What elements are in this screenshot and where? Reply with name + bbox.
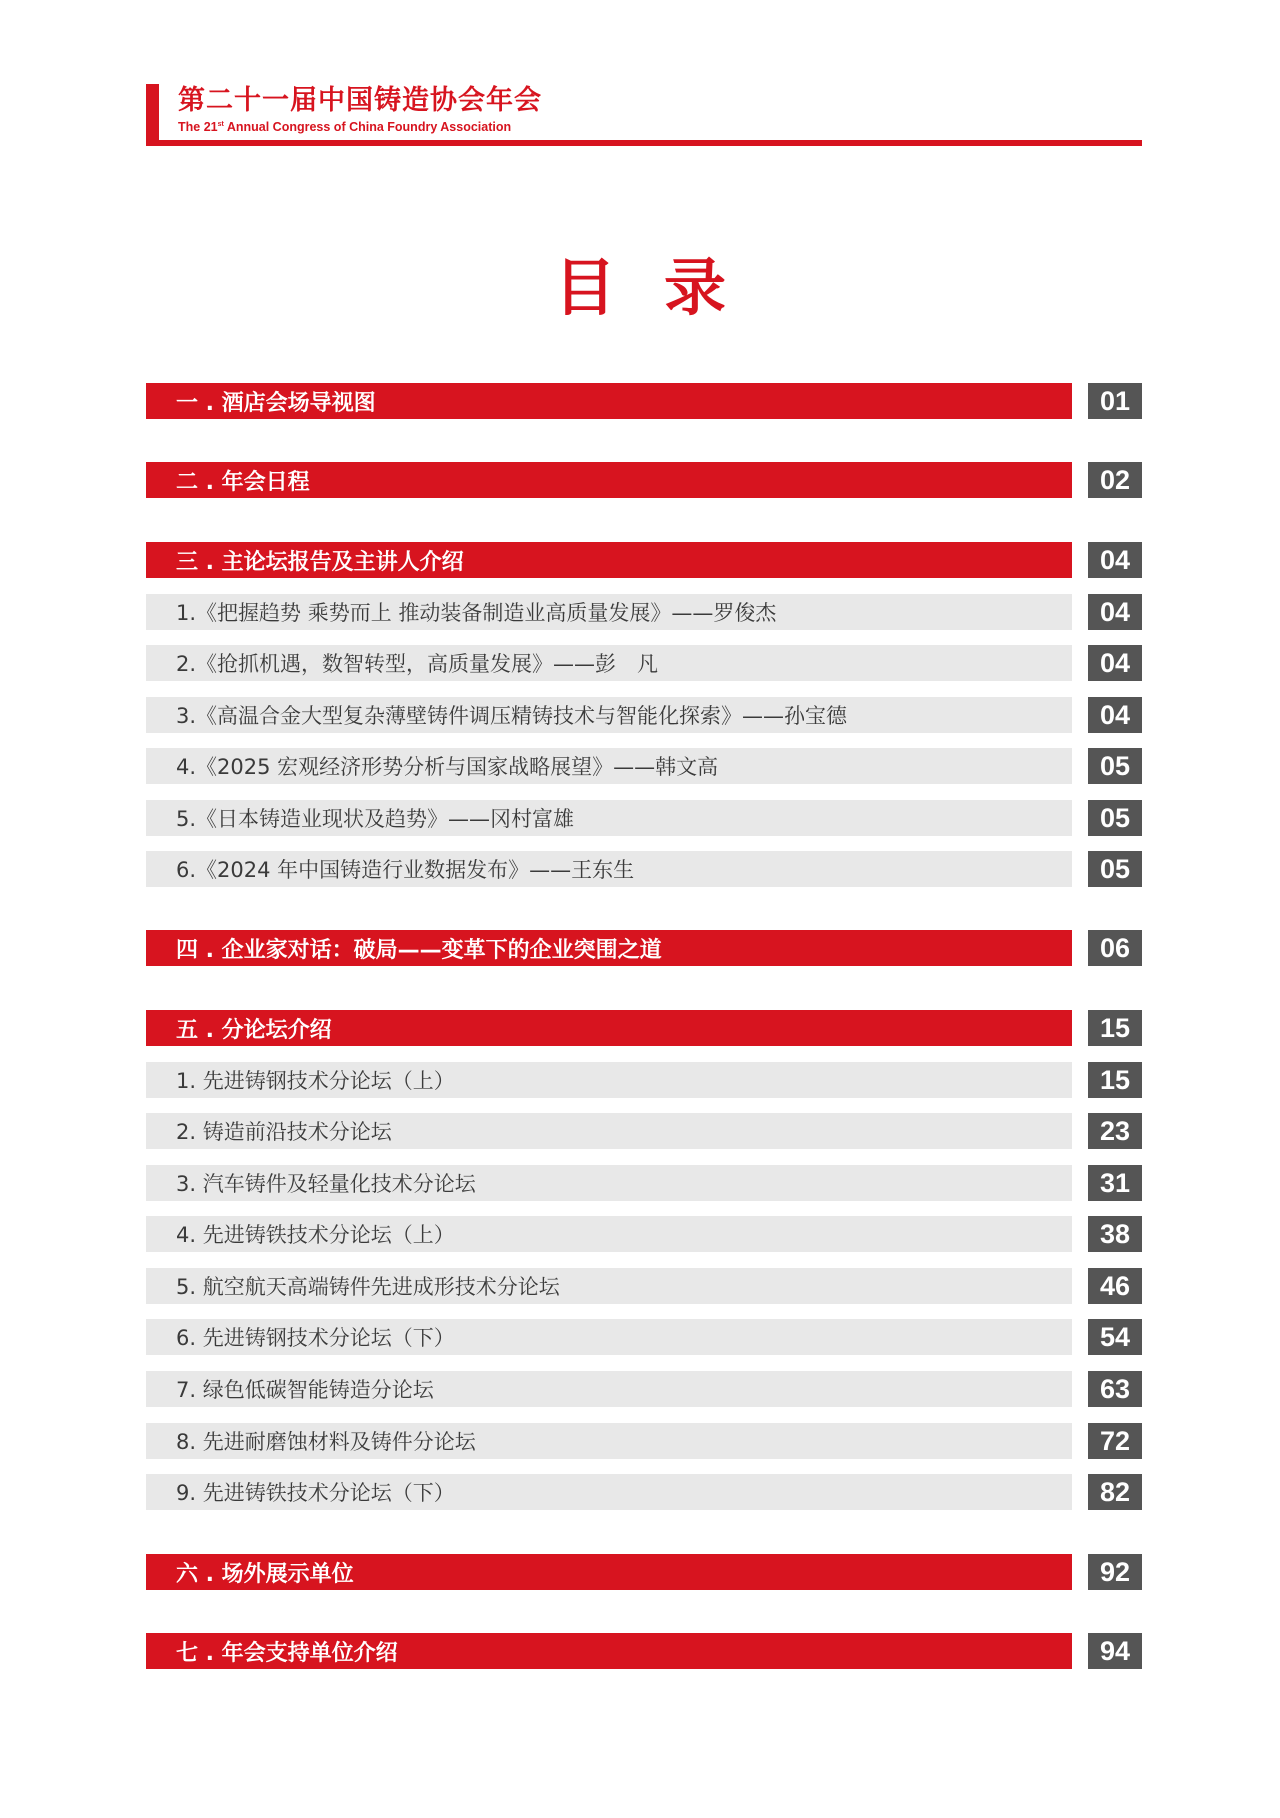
toc-page-number: 04 <box>1088 697 1142 733</box>
toc-page-number: 94 <box>1088 1633 1142 1669</box>
toc-item-label: 5.《日本铸造业现状及趋势》——冈村富雄 <box>146 800 1072 836</box>
toc-page-number: 82 <box>1088 1474 1142 1510</box>
toc-item-label: 1. 先进铸钢技术分论坛（上） <box>146 1062 1072 1098</box>
toc-item-label: 4.《2025 宏观经济形势分析与国家战略展望》——韩文高 <box>146 748 1072 784</box>
toc-item[interactable] <box>146 594 1142 630</box>
toc-page-number: 04 <box>1088 542 1142 578</box>
toc-section-label: 一 . 酒店会场导视图 <box>146 383 1072 419</box>
toc-page-number: 92 <box>1088 1554 1142 1590</box>
toc-item-label: 2. 铸造前沿技术分论坛 <box>146 1113 1072 1149</box>
toc-section-2[interactable] <box>146 462 1142 498</box>
toc-page-number: 04 <box>1088 594 1142 630</box>
toc-section-1[interactable] <box>146 383 1142 419</box>
toc-item[interactable] <box>146 1474 1142 1510</box>
toc-section-label: 七 . 年会支持单位介绍 <box>146 1633 1072 1669</box>
toc-item[interactable] <box>146 800 1142 836</box>
toc-item[interactable] <box>146 1113 1142 1149</box>
toc-section-5[interactable] <box>146 1010 1142 1046</box>
toc-section-4[interactable] <box>146 930 1142 966</box>
toc-item-label: 2.《抢抓机遇，数智转型，高质量发展》——彭 凡 <box>146 645 1072 681</box>
toc-page-number: 15 <box>1088 1062 1142 1098</box>
toc-page-number: 01 <box>1088 383 1142 419</box>
toc-page-number: 04 <box>1088 645 1142 681</box>
toc-page-number: 05 <box>1088 800 1142 836</box>
toc-section-label: 五 . 分论坛介绍 <box>146 1010 1072 1046</box>
toc-page-number: 31 <box>1088 1165 1142 1201</box>
toc-item[interactable] <box>146 1062 1142 1098</box>
toc-item-label: 4. 先进铸铁技术分论坛（上） <box>146 1216 1072 1252</box>
toc-page-number: 54 <box>1088 1319 1142 1355</box>
toc-page-number: 15 <box>1088 1010 1142 1046</box>
toc-item[interactable] <box>146 851 1142 887</box>
toc-page-number: 06 <box>1088 930 1142 966</box>
toc-page-number: 23 <box>1088 1113 1142 1149</box>
toc-page-number: 02 <box>1088 462 1142 498</box>
toc-item[interactable] <box>146 645 1142 681</box>
page-title: 目录 <box>553 251 774 324</box>
toc-item[interactable] <box>146 1216 1142 1252</box>
header <box>146 84 1142 146</box>
toc-item-label: 6. 先进铸钢技术分论坛（下） <box>146 1319 1072 1355</box>
toc-section-label: 四 . 企业家对话：破局——变革下的企业突围之道 <box>146 930 1072 966</box>
toc-page-number: 46 <box>1088 1268 1142 1304</box>
congress-title-en <box>178 117 511 135</box>
header-accent-bar <box>146 84 159 146</box>
toc-section-3[interactable] <box>146 542 1142 578</box>
toc-section-label: 二 . 年会日程 <box>146 462 1072 498</box>
toc-item[interactable] <box>146 697 1142 733</box>
toc-section-label: 三 . 主论坛报告及主讲人介绍 <box>146 542 1072 578</box>
toc-section-label: 六 . 场外展示单位 <box>146 1554 1072 1590</box>
toc-page-number: 38 <box>1088 1216 1142 1252</box>
toc-item[interactable] <box>146 1371 1142 1407</box>
toc-page-number: 72 <box>1088 1423 1142 1459</box>
toc-item-label: 8. 先进耐磨蚀材料及铸件分论坛 <box>146 1423 1072 1459</box>
congress-title-en-sup: st <box>217 121 224 128</box>
congress-title-en-prefix: The 21 <box>178 120 218 134</box>
toc-item[interactable] <box>146 1268 1142 1304</box>
congress-title-cn: 第二十一届中国铸造协会年会 <box>178 85 542 116</box>
toc-item[interactable] <box>146 1165 1142 1201</box>
toc-page-number: 05 <box>1088 851 1142 887</box>
header-underline <box>146 140 1142 146</box>
congress-title-en-rest: Annual Congress of China Foundry Association <box>223 120 512 134</box>
toc-item[interactable] <box>146 1319 1142 1355</box>
toc-item[interactable] <box>146 1423 1142 1459</box>
toc-page-number: 63 <box>1088 1371 1142 1407</box>
toc-item-label: 9. 先进铸铁技术分论坛（下） <box>146 1474 1072 1510</box>
toc-item-label: 6.《2024 年中国铸造行业数据发布》——王东生 <box>146 851 1072 887</box>
toc-item-label: 5. 航空航天高端铸件先进成形技术分论坛 <box>146 1268 1072 1304</box>
toc-page-number: 05 <box>1088 748 1142 784</box>
toc-item-label: 3.《高温合金大型复杂薄壁铸件调压精铸技术与智能化探索》——孙宝德 <box>146 697 1072 733</box>
toc-item-label: 1.《把握趋势 乘势而上 推动装备制造业高质量发展》——罗俊杰 <box>146 594 1072 630</box>
toc-item-label: 3. 汽车铸件及轻量化技术分论坛 <box>146 1165 1072 1201</box>
toc-item[interactable] <box>146 748 1142 784</box>
toc-section-7[interactable] <box>146 1633 1142 1669</box>
toc-item-label: 7. 绿色低碳智能铸造分论坛 <box>146 1371 1072 1407</box>
toc-section-6[interactable] <box>146 1554 1142 1590</box>
